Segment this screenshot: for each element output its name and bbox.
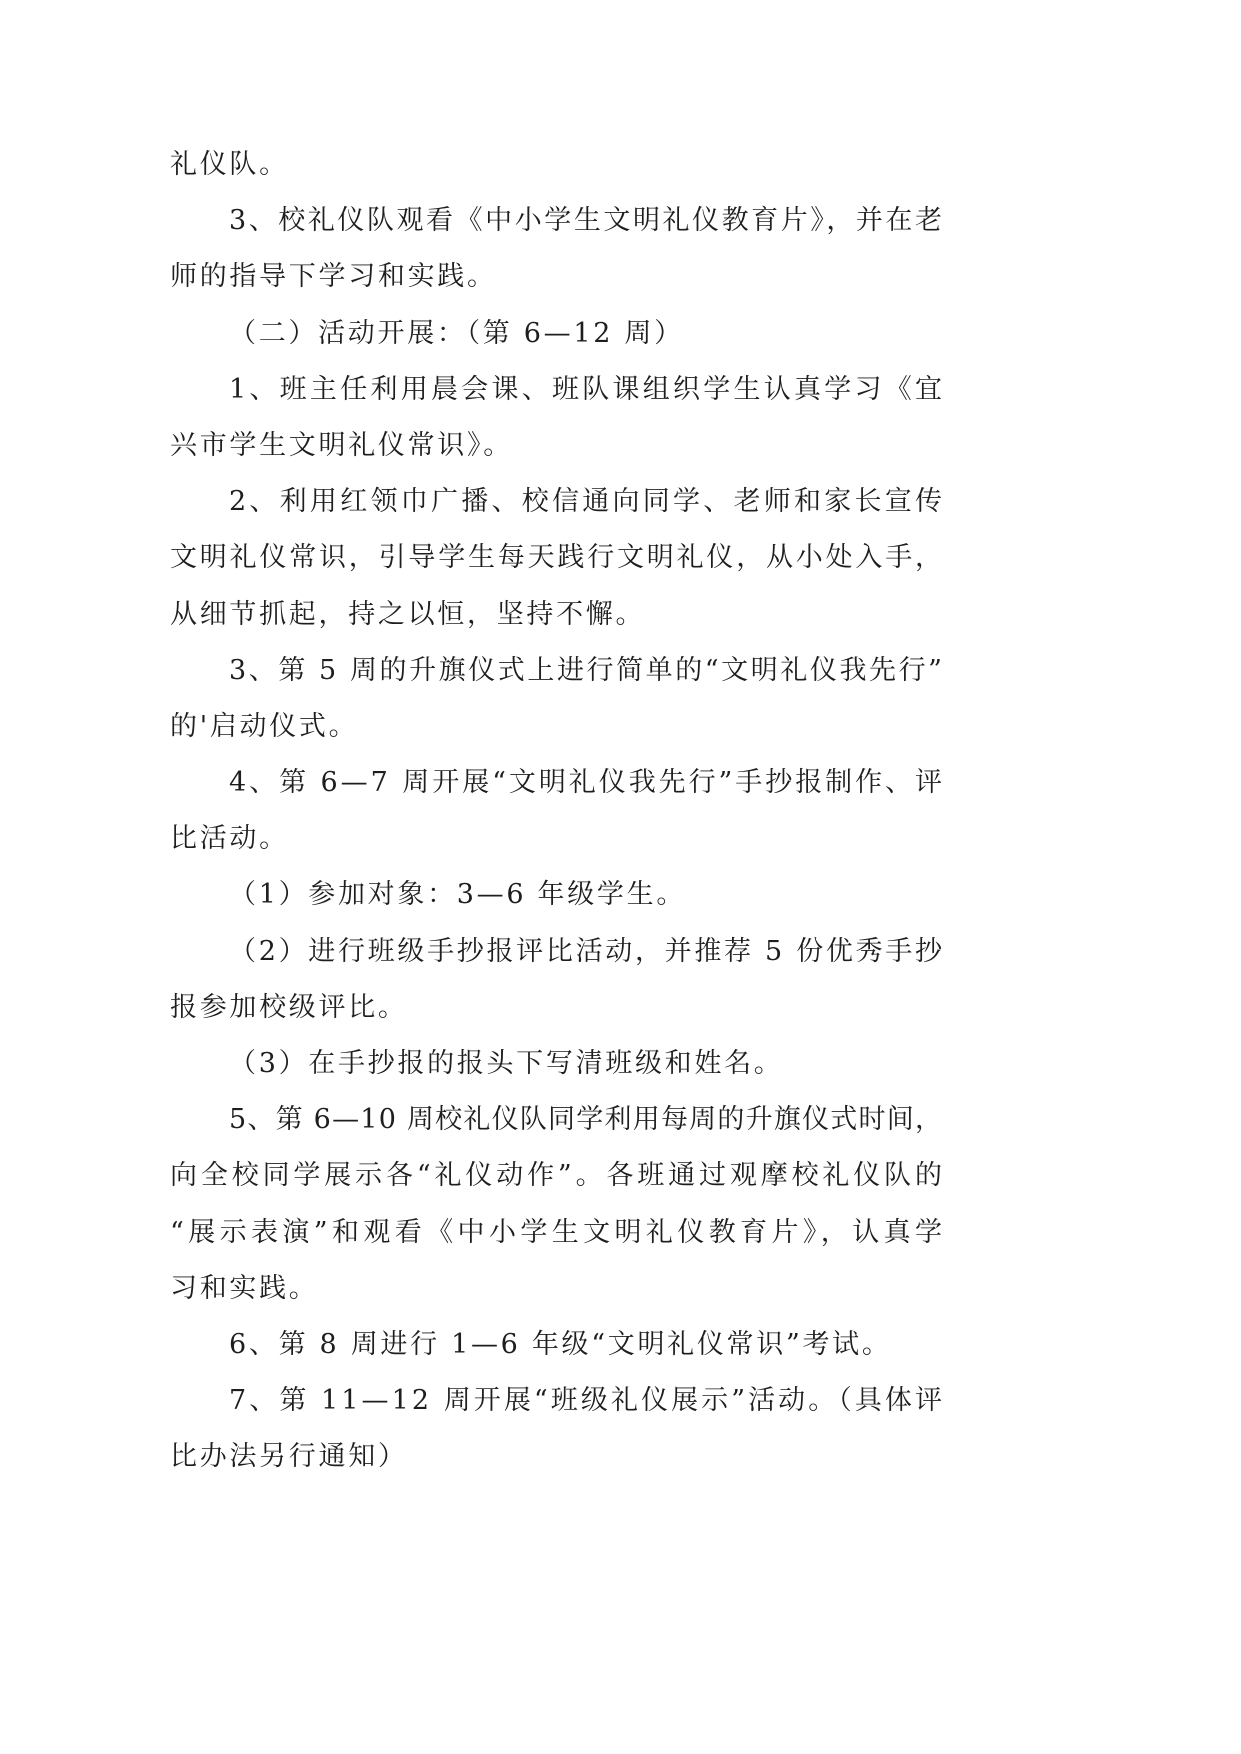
sub-item-1 [170, 867, 942, 923]
text-line: （二）活动开展：（第 6—12 周） [229, 317, 684, 349]
text-line: 兴市学生文明礼仪常识》。 [170, 429, 513, 461]
text-line: 师的指导下学习和实践。 [170, 261, 497, 293]
section-heading [170, 306, 942, 362]
text-line: 6、第 8 周进行 1—6 年级“文明礼仪常识”考试。 [229, 1328, 892, 1360]
paragraph-item-7 [170, 1373, 946, 1485]
text-line: 比活动。 [170, 823, 289, 855]
paragraph-item-1 [170, 362, 946, 474]
text-line: 比办法另行通知） [170, 1441, 408, 1473]
text-line: 文明礼仪常识，引导学生每天践行文明礼仪，从小处入手， [170, 542, 945, 574]
paragraph-continuation [170, 137, 942, 193]
text-line: 报参加校级评比。 [170, 991, 408, 1023]
text-line: 从细节抓起，持之以恒，坚持不懈。 [170, 598, 646, 630]
text-line: 礼仪队。 [170, 149, 289, 180]
text-line: （1）参加对象：3—6 年级学生。 [229, 879, 687, 911]
paragraph-item-6 [170, 1317, 942, 1373]
text-line: 的'启动仪式。 [170, 710, 359, 742]
text-line: 习和实践。 [170, 1272, 319, 1304]
paragraph-item-5 [170, 1092, 947, 1317]
text-line: 向全校同学展示各“礼仪动作”。各班通过观摩校礼仪队的 [170, 1160, 946, 1192]
text-line: 5、第 6—10 周校礼仪队同学利用每周的升旗仪式时间， [229, 1104, 944, 1136]
text-line: “展示表演”和观看《中小学生文明礼仪教育片》，认真学 [170, 1216, 947, 1248]
sub-item-3 [170, 1036, 942, 1092]
paragraph-item-4 [170, 755, 945, 867]
text-line: 2、利用红领巾广播、校信通向同学、老师和家长宣传 [229, 486, 946, 518]
paragraph-item-2 [170, 474, 946, 643]
text-line: 7、第 11—12 周开展“班级礼仪展示”活动。（具体评 [229, 1385, 946, 1417]
text-line: （2）进行班级手抄报评比活动，并推荐 5 份优秀手抄 [229, 935, 945, 967]
text-line: （3）在手抄报的报头下写清班级和姓名。 [229, 1048, 784, 1079]
sub-item-2 [170, 924, 945, 1036]
paragraph-item-3b [170, 643, 945, 755]
paragraph-item-3 [170, 193, 945, 305]
text-line: 3、校礼仪队观看《中小学生文明礼仪教育片》，并在老 [229, 205, 945, 237]
text-line: 4、第 6—7 周开展“文明礼仪我先行”手抄报制作、评 [229, 767, 945, 799]
text-line: 1、班主任利用晨会课、班队课组织学生认真学习《宜 [229, 373, 946, 405]
document-page [170, 137, 947, 1486]
text-line: 3、第 5 周的升旗仪式上进行简单的“文明礼仪我先行” [229, 654, 945, 686]
